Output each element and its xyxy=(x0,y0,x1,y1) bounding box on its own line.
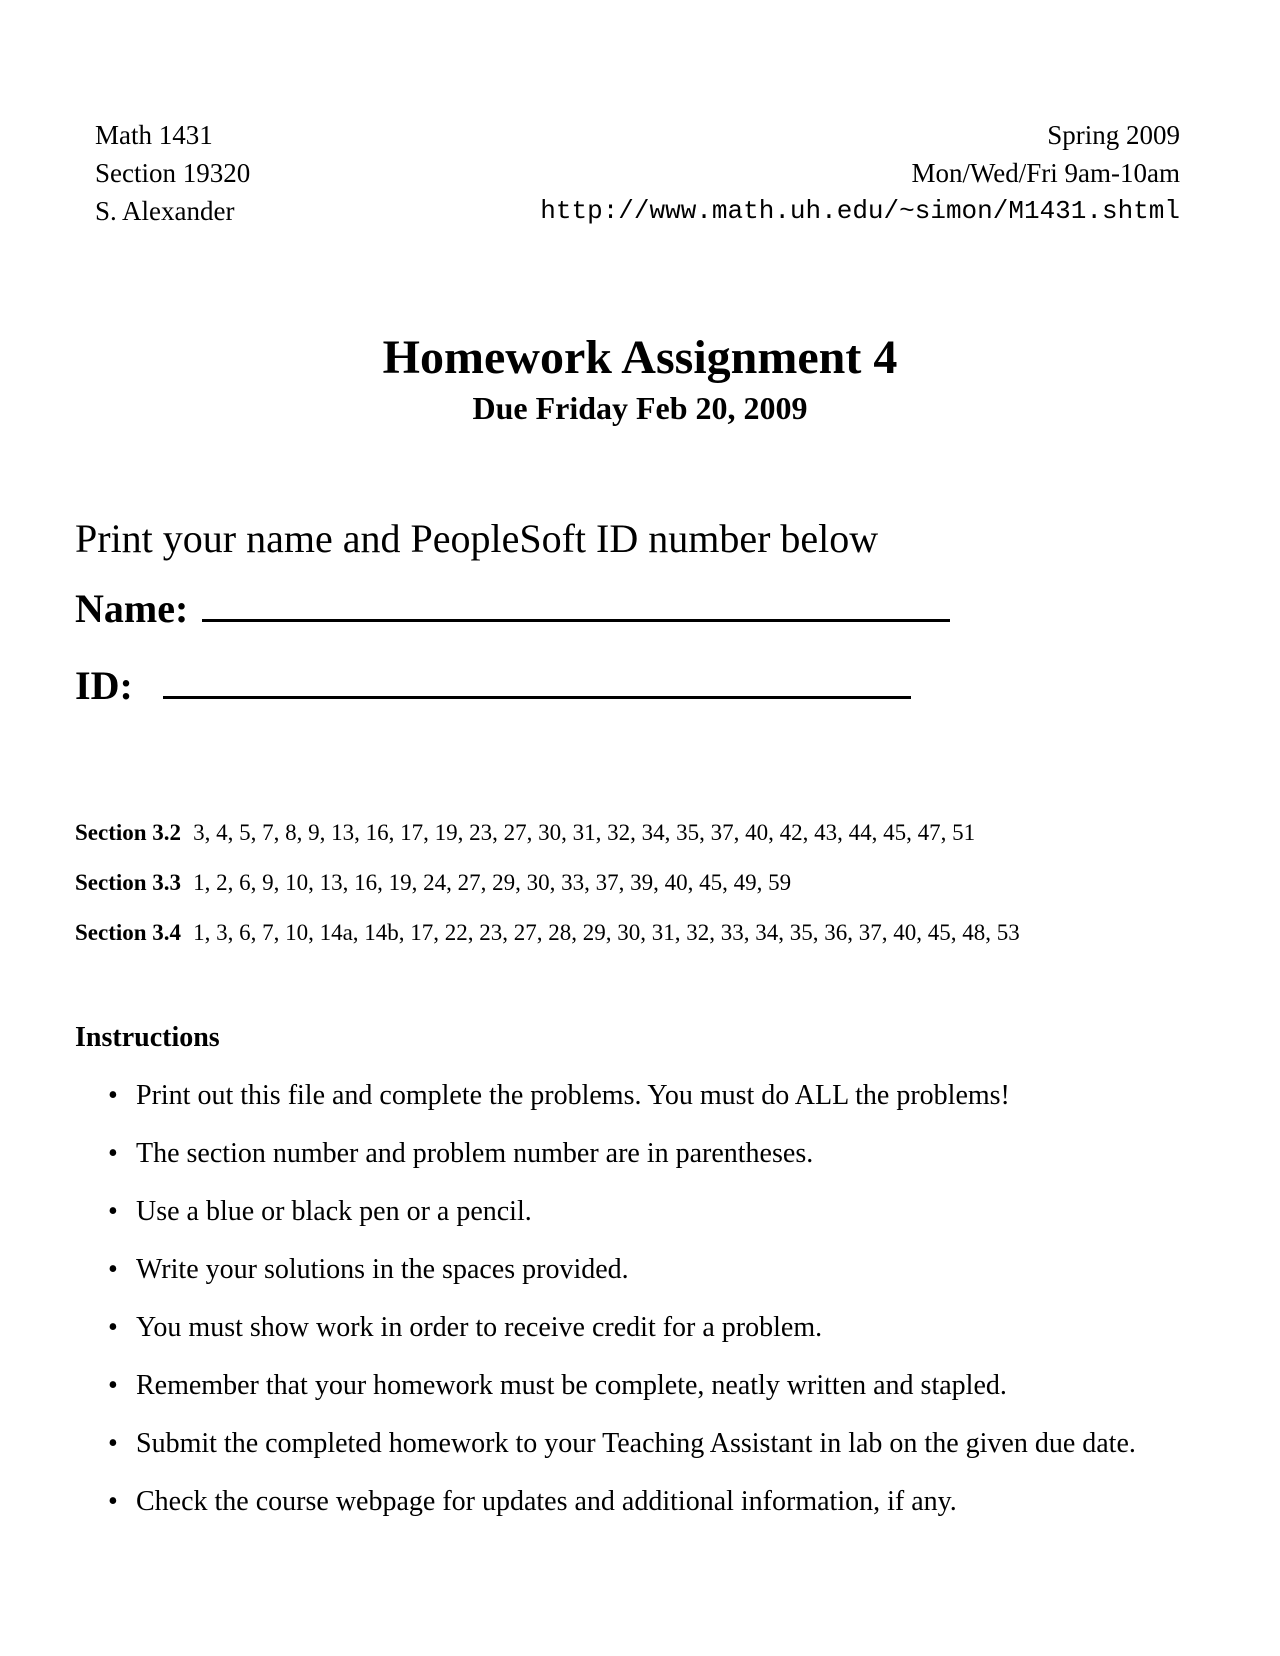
bullet-icon: • xyxy=(108,1370,118,1401)
list-item xyxy=(108,1138,1136,1196)
name-field-row xyxy=(75,585,950,632)
instruction-text: Remember that your homework must be complete, neatly written and stapled. xyxy=(136,1370,1007,1401)
bullet-icon: • xyxy=(108,1312,118,1343)
instruction-text: The section number and problem number are in parentheses. xyxy=(136,1138,814,1169)
assignment-title: Homework Assignment 4 xyxy=(382,331,898,384)
id-label: ID: xyxy=(75,663,133,708)
section-label: Section 3.2 xyxy=(75,820,182,845)
due-date: Due Friday Feb 20, 2009 xyxy=(472,390,808,426)
list-item xyxy=(108,1196,1136,1254)
list-item xyxy=(108,1254,1136,1312)
section-row xyxy=(75,808,1020,858)
instruction-text: Write your solutions in the spaces provided. xyxy=(136,1254,629,1285)
section-problem-list: 3, 4, 5, 7, 8, 9, 13, 16, 17, 19, 23, 27, 30, 31, 32, 34, 35, 37, 40, 42, 43, 44, 45, 47, 51 xyxy=(193,820,976,845)
list-item xyxy=(108,1312,1136,1370)
id-field-row xyxy=(75,662,911,709)
instructions-list xyxy=(108,1080,1136,1544)
instruction-text: Use a blue or black pen or a pencil. xyxy=(136,1196,532,1227)
header-left xyxy=(95,116,250,230)
list-item xyxy=(108,1428,1136,1486)
header-right xyxy=(540,116,1180,230)
bullet-icon: • xyxy=(108,1486,118,1517)
title-block xyxy=(0,330,1280,428)
print-prompt: Print your name and PeopleSoft ID number below xyxy=(75,516,879,561)
course-url: http://www.math.uh.edu/~simon/M1431.shtml xyxy=(540,196,1180,226)
list-item xyxy=(108,1080,1136,1138)
instruction-text: Submit the completed homework to your Teaching Assistant in lab on the given due date. xyxy=(136,1428,1136,1459)
instruction-text: Print out this file and complete the problems. You must do ALL the problems! xyxy=(136,1080,1010,1111)
section-row xyxy=(75,858,1020,908)
instructions-heading: Instructions xyxy=(75,1022,220,1053)
section-label: Section 3.3 xyxy=(75,870,182,895)
instructor-name: S. Alexander xyxy=(95,196,235,226)
section-problem-list: 1, 2, 6, 9, 10, 13, 16, 19, 24, 27, 29, 30, 33, 37, 39, 40, 45, 49, 59 xyxy=(193,870,792,895)
section-problem-list: 1, 3, 6, 7, 10, 14a, 14b, 17, 22, 23, 27, 28, 29, 30, 31, 32, 33, 34, 35, 36, 37, 40, 45, 48, 53 xyxy=(193,920,1020,945)
name-label: Name: xyxy=(75,586,189,631)
bullet-icon: • xyxy=(108,1080,118,1111)
bullet-icon: • xyxy=(108,1428,118,1459)
id-blank-line xyxy=(163,668,911,699)
course-number: Math 1431 xyxy=(95,120,213,150)
term: Spring 2009 xyxy=(1047,120,1180,150)
section-label: Section 3.4 xyxy=(75,920,182,945)
bullet-icon: • xyxy=(108,1254,118,1285)
instruction-text: Check the course webpage for updates and additional information, if any. xyxy=(136,1486,957,1517)
section-row xyxy=(75,908,1020,958)
schedule: Mon/Wed/Fri 9am-10am xyxy=(911,158,1180,188)
bullet-icon: • xyxy=(108,1196,118,1227)
list-item xyxy=(108,1370,1136,1428)
bullet-icon: • xyxy=(108,1138,118,1169)
name-blank-line xyxy=(202,591,950,622)
list-item xyxy=(108,1486,1136,1544)
section-problems xyxy=(75,808,1020,958)
section-number: Section 19320 xyxy=(95,158,251,188)
instruction-text: You must show work in order to receive credit for a problem. xyxy=(136,1312,823,1343)
